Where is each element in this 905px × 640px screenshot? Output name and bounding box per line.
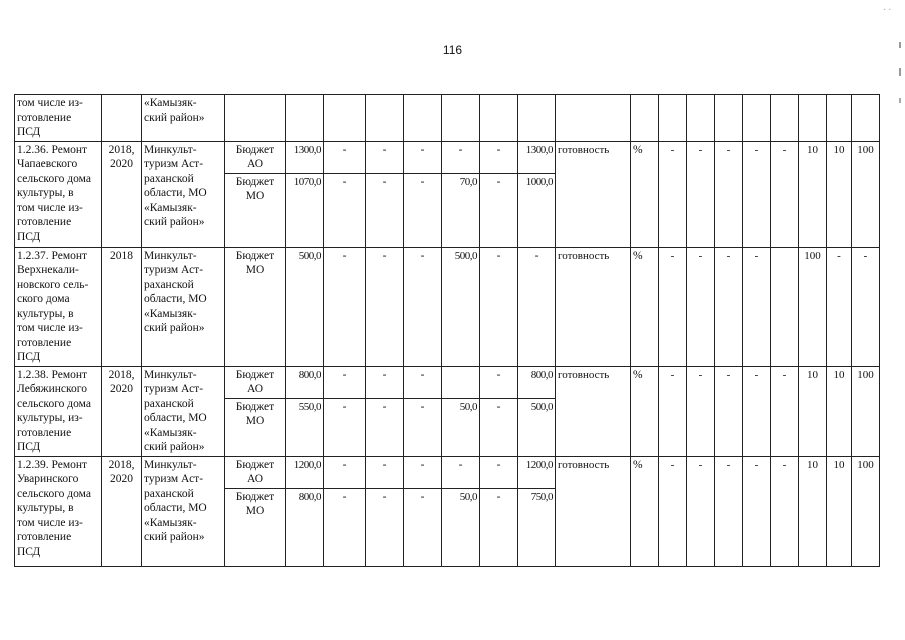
indicator-value-cell: 100 (852, 456, 880, 566)
indicator-value-cell: - (827, 247, 852, 366)
indicator-value-cell: - (743, 456, 771, 566)
indicator-value-cell: 100 (852, 366, 880, 456)
year-value-cell: - (324, 173, 366, 247)
continuation-executor: «Камызяк- ский район» (142, 95, 225, 142)
indicator-value-cell: - (715, 247, 743, 366)
indicator-value-cell: - (715, 366, 743, 456)
executor-cell: Минкульт- туризм Аст- раханской области, МО «Камызяк- ский район» (142, 366, 225, 456)
indicator-value-cell: 10 (827, 456, 852, 566)
table-row (15, 456, 880, 488)
year-value-cell: 50,0 (442, 398, 480, 456)
year-value-cell: - (404, 366, 442, 398)
years-cell: 2018, 2020 (102, 141, 142, 247)
indicator-value-cell: - (659, 247, 687, 366)
year-value-cell: - (324, 488, 366, 566)
program-table (14, 94, 880, 567)
measure-name-cell: 1.2.36. Ремонт Чапаевского сельского дома культуры, в том числе из- готовление ПСД (15, 141, 102, 247)
total-cell: 500,0 (286, 247, 324, 366)
indicator-value-cell: 100 (799, 247, 827, 366)
year-value-cell: - (366, 398, 404, 456)
year-value-cell: - (480, 366, 518, 398)
year-value-cell: - (324, 456, 366, 488)
indicator-value-cell: - (852, 247, 880, 366)
year-value-cell: 70,0 (442, 173, 480, 247)
indicator-value-cell: - (687, 366, 715, 456)
year-value-cell: - (366, 488, 404, 566)
indicator-value-cell: - (743, 247, 771, 366)
measure-name-cell: 1.2.37. Ремонт Верхнекали- новского сель- ского дома культуры, в том числе из- готовление ПСД (15, 247, 102, 366)
indicator-value-cell: - (659, 456, 687, 566)
year-value-cell: - (366, 173, 404, 247)
indicator-cell: готовность (556, 141, 631, 247)
year-value-cell: - (404, 488, 442, 566)
year-value-cell: 750,0 (518, 488, 556, 566)
table-row (15, 247, 880, 366)
year-value-cell: 50,0 (442, 488, 480, 566)
year-value-cell: 1000,0 (518, 173, 556, 247)
executor-cell: Минкульт- туризм Аст- раханской области, МО «Камызяк- ский район» (142, 247, 225, 366)
indicator-value-cell: - (771, 456, 799, 566)
executor-cell: Минкульт- туризм Аст- раханской области, МО «Камызяк- ский район» (142, 141, 225, 247)
year-value-cell: - (518, 247, 556, 366)
year-value-cell: - (404, 141, 442, 173)
indicator-cell: готовность (556, 456, 631, 566)
year-value-cell: - (366, 456, 404, 488)
year-value-cell: 500,0 (518, 398, 556, 456)
indicator-value-cell: 10 (827, 141, 852, 247)
year-value-cell: - (404, 173, 442, 247)
year-value-cell: - (480, 398, 518, 456)
indicator-value-cell: - (743, 141, 771, 247)
scan-artifact (897, 38, 903, 128)
year-value-cell (442, 366, 480, 398)
table-row (15, 141, 880, 173)
measure-name-cell: 1.2.38. Ремонт Лебяжинского сельского дома культуры, из- готовление ПСД (15, 366, 102, 456)
indicator-value-cell: - (771, 366, 799, 456)
total-cell: 1070,0 (286, 173, 324, 247)
continuation-row (15, 95, 880, 142)
unit-cell: % (631, 247, 659, 366)
total-cell: 800,0 (286, 488, 324, 566)
year-value-cell: - (442, 141, 480, 173)
year-value-cell: - (442, 456, 480, 488)
indicator-value-cell: 10 (827, 366, 852, 456)
year-value-cell: - (366, 366, 404, 398)
funding-source-cell: Бюджет МО (225, 247, 286, 366)
indicator-value-cell: - (659, 366, 687, 456)
table-row (15, 366, 880, 398)
funding-source-cell: Бюджет МО (225, 398, 286, 456)
year-value-cell: - (324, 247, 366, 366)
year-value-cell: - (480, 141, 518, 173)
indicator-value-cell: - (715, 141, 743, 247)
year-value-cell: 1200,0 (518, 456, 556, 488)
indicator-cell: готовность (556, 247, 631, 366)
total-cell: 1200,0 (286, 456, 324, 488)
year-value-cell: - (404, 456, 442, 488)
indicator-value-cell: - (687, 141, 715, 247)
indicator-value-cell: - (687, 247, 715, 366)
year-value-cell: 500,0 (442, 247, 480, 366)
year-value-cell: - (480, 247, 518, 366)
indicator-value-cell: 10 (799, 141, 827, 247)
indicator-value-cell: - (743, 366, 771, 456)
year-value-cell: 800,0 (518, 366, 556, 398)
years-cell: 2018, 2020 (102, 456, 142, 566)
funding-source-cell: Бюджет АО (225, 456, 286, 488)
year-value-cell: - (404, 398, 442, 456)
year-value-cell: - (480, 488, 518, 566)
page-number: 116 (442, 43, 463, 57)
executor-cell: Минкульт- туризм Аст- раханской области, МО «Камызяк- ский район» (142, 456, 225, 566)
year-value-cell: - (404, 247, 442, 366)
indicator-value-cell: - (659, 141, 687, 247)
indicator-value-cell: 100 (852, 141, 880, 247)
year-value-cell: - (480, 456, 518, 488)
year-value-cell: - (480, 173, 518, 247)
funding-source-cell: Бюджет МО (225, 488, 286, 566)
unit-cell: % (631, 141, 659, 247)
continuation-name: том числе из- готовление ПСД (15, 95, 102, 142)
years-cell: 2018, 2020 (102, 366, 142, 456)
indicator-value-cell: - (771, 141, 799, 247)
total-cell: 1300,0 (286, 141, 324, 173)
indicator-value-cell: - (687, 456, 715, 566)
year-value-cell: - (366, 141, 404, 173)
indicator-value-cell: 10 (799, 456, 827, 566)
unit-cell: % (631, 366, 659, 456)
total-cell: 800,0 (286, 366, 324, 398)
measure-name-cell: 1.2.39. Ремонт Уваринского сельского дома культуры, в том числе из- готовление ПСД (15, 456, 102, 566)
total-cell: 550,0 (286, 398, 324, 456)
funding-source-cell: Бюджет АО (225, 366, 286, 398)
funding-source-cell: Бюджет МО (225, 173, 286, 247)
indicator-value-cell: 10 (799, 366, 827, 456)
unit-cell: % (631, 456, 659, 566)
year-value-cell: - (324, 366, 366, 398)
year-value-cell: - (324, 398, 366, 456)
scan-corner-mark: . . (883, 2, 891, 13)
years-cell: 2018 (102, 247, 142, 366)
funding-source-cell: Бюджет АО (225, 141, 286, 173)
year-value-cell: 1300,0 (518, 141, 556, 173)
indicator-cell: готовность (556, 366, 631, 456)
indicator-value-cell: - (715, 456, 743, 566)
year-value-cell: - (366, 247, 404, 366)
indicator-value-cell (771, 247, 799, 366)
year-value-cell: - (324, 141, 366, 173)
